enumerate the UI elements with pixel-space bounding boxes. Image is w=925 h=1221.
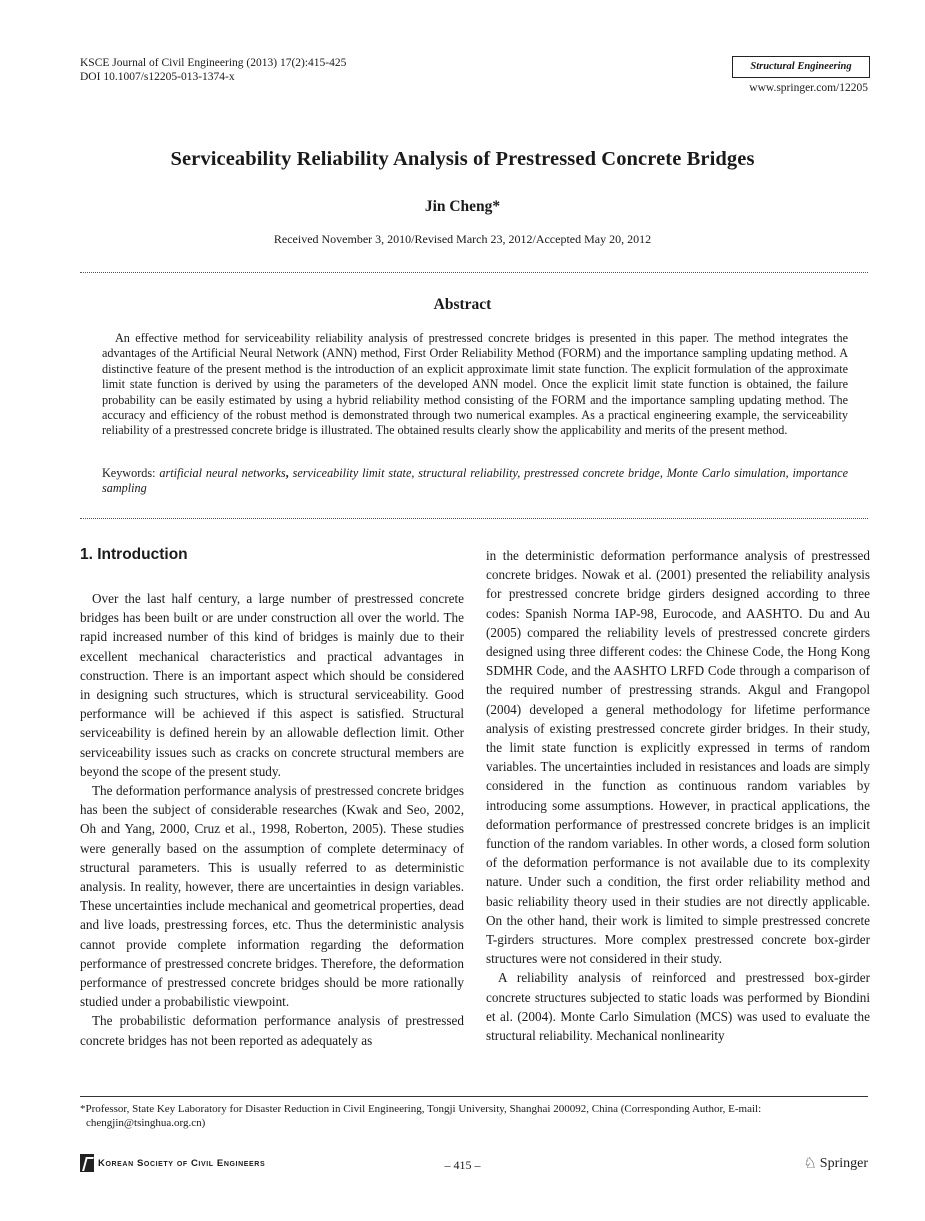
top-dotted-divider [80,272,868,273]
intro-paragraph-3-continued: in the deterministic deformation performance analysis of prestressed concrete bridges. Nowak et al. (2001) presented the reliability analysis for prestressed concrete bridge girders designed according to three codes: Spanish Norma IAP-98, Eurocode, and AASHTO. Du and Au (2005) compared the reliability levels of prestressed concrete girders designed using three different codes: the Chinese Code, the Hong Kong SDMHR Code, and the AASHTO LRFD Code through a comparison of the required number of prestressing strands. Akgul and Frangopol (2004) developed a general methodology for lifetime performance analysis of existing prestressed concrete girder bridges. In their study, the limit state function is explicitly expressed in terms of random variables. The uncertainties included in resistances and loads are simply considered in the function as continuous random variables by introducing some assumptions. However, in practical applications, the deformation performance of prestressed concrete bridges is an implicit function of the random variables. In other words, a closed form solution of the deformation performance is not available due to its complexity nature. Under such a condition, the first order reliability method and basic reliability theory used in their studies are not directly applicable. On the other hand, their work is limited to simple prestressed concrete T-girders structures. More complex prestressed concrete box-girder structures were not considered in their study. [486,548,870,967]
keywords-rest: serviceability limit state, structural reliability, prestressed concrete bridge, Monte Carlo simulation, importance sampling [102,466,849,496]
intro-paragraph-4: A reliability analysis of reinforced and prestressed box-girder concrete structures subjected to static loads was performed by Biondini et al. (2004). Monte Carlo Simulation (MCS) was used to evaluate the structural reliability. Mechanical nonlinearity [486,970,870,1044]
left-column [80,546,464,1050]
received-dates: Received November 3, 2010/Revised March 23, 2012/Accepted May 20, 2012 [273,232,652,246]
author-footnote [80,1102,870,1130]
page-number: – 415 – [444,1158,481,1172]
intro-paragraph-1: Over the last half century, a large number of prestressed concrete bridges has been built or are under construction all over the world. The rapid increased number of this kind of bridges is mainly due to their excellent mechanical characteristics and practical advantages in construction. There is an important aspect which should be considered in designing such structures, which is structural serviceability. Good performance will be achieved if this aspect is satisfied. Structural serviceability is defined herein by an allowable deflection limit. Other serviceability issues such as cracks on concrete structural members are beyond the scope of the present study. [80,591,464,779]
publisher-name: Springer [819,1155,868,1171]
publisher-logo [803,1154,868,1173]
springer-horse-icon: ♘ [803,1156,817,1172]
journal-citation: KSCE Journal of Civil Engineering (2013) 17(2):415-425 [80,57,347,69]
right-column [486,546,870,1045]
keywords-label: Keywords: [102,466,160,480]
abstract-heading: Abstract [433,296,492,313]
footnote-divider [80,1096,868,1097]
journal-header [80,56,346,84]
footnote-line-1: *Professor, State Key Laboratory for Disaster Reduction in Civil Engineering, Tongji University, Shanghai 200092, China (Corresponding Author, E-mail: [80,1103,762,1115]
journal-url[interactable]: www.springer.com/12205 [749,82,868,94]
doi: DOI 10.1007/s12205-013-1374-x [80,71,235,83]
author-name: Jin Cheng* [424,198,501,215]
intro-paragraph-3: The probabilistic deformation performance analysis of prestressed concrete bridges has not been reported as adequately as [80,1013,464,1048]
intro-paragraph-2: The deformation performance analysis of prestressed concrete bridges has been the subject of considerable researches (Kwak and Seo, 2002, Oh and Yang, 2000, Cruz et al., 1998, Roberton, 2005). These studies were generally based on the assumption of complete determinacy of structural parameters. This is usually referred to as deterministic analysis. In reality, however, there are uncertainties in design variables. These uncertainties include mechanical and geometrical properties, dead and live loads, prestressing forces, etc. Thus the deterministic analysis cannot provide complete information regarding the deformation performance of prestressed concrete bridges. Therefore, the deformation performance of prestressed concrete bridges should be more rationally studied under a probabilistic viewpoint. [80,783,464,1010]
abstract-text: An effective method for serviceability reliability analysis of prestressed concrete bridges is presented in this paper. The method integrates the advantages of the Artificial Neural Network (ANN) method, First Order Reliability Method (FORM) and the importance sampling updating method. A distinctive feature of the present method is the introduction of an explicit approximate limit state function. The explicit formulation of the approximate limit state function is derived by using the parameters of the developed ANN model. Once the explicit limit state function is obtained, the failure probability can be easily estimated by using a hybrid reliability method consisting of the FORM and the importance sampling updating method. The accuracy and efficiency of the robust method is demonstrated through two numerical examples. As a practical engineering example, the serviceability reliability of a prestressed concrete bridge is illustrated. The obtained results clearly show the applicability and merits of the present method. [102,331,848,438]
section-heading-introduction: 1. Introduction [80,546,188,563]
bottom-dotted-divider [80,518,868,519]
section-label: Structural Engineering [732,56,870,78]
keywords: Keywords: artificial neural networks, serviceability limit state, structural reliability, prestressed concrete bridge, Monte Carlo simulation, importance sampling [102,466,849,496]
keyword-first: artificial neural networks [159,466,286,480]
society-name: Korean Society of Civil Engineers [98,1157,266,1169]
footnote-email[interactable]: chengjin@tsinghua.org.cn) [86,1117,206,1129]
paper-title: Serviceability Reliability Analysis of Prestressed Concrete Bridges [170,148,755,170]
